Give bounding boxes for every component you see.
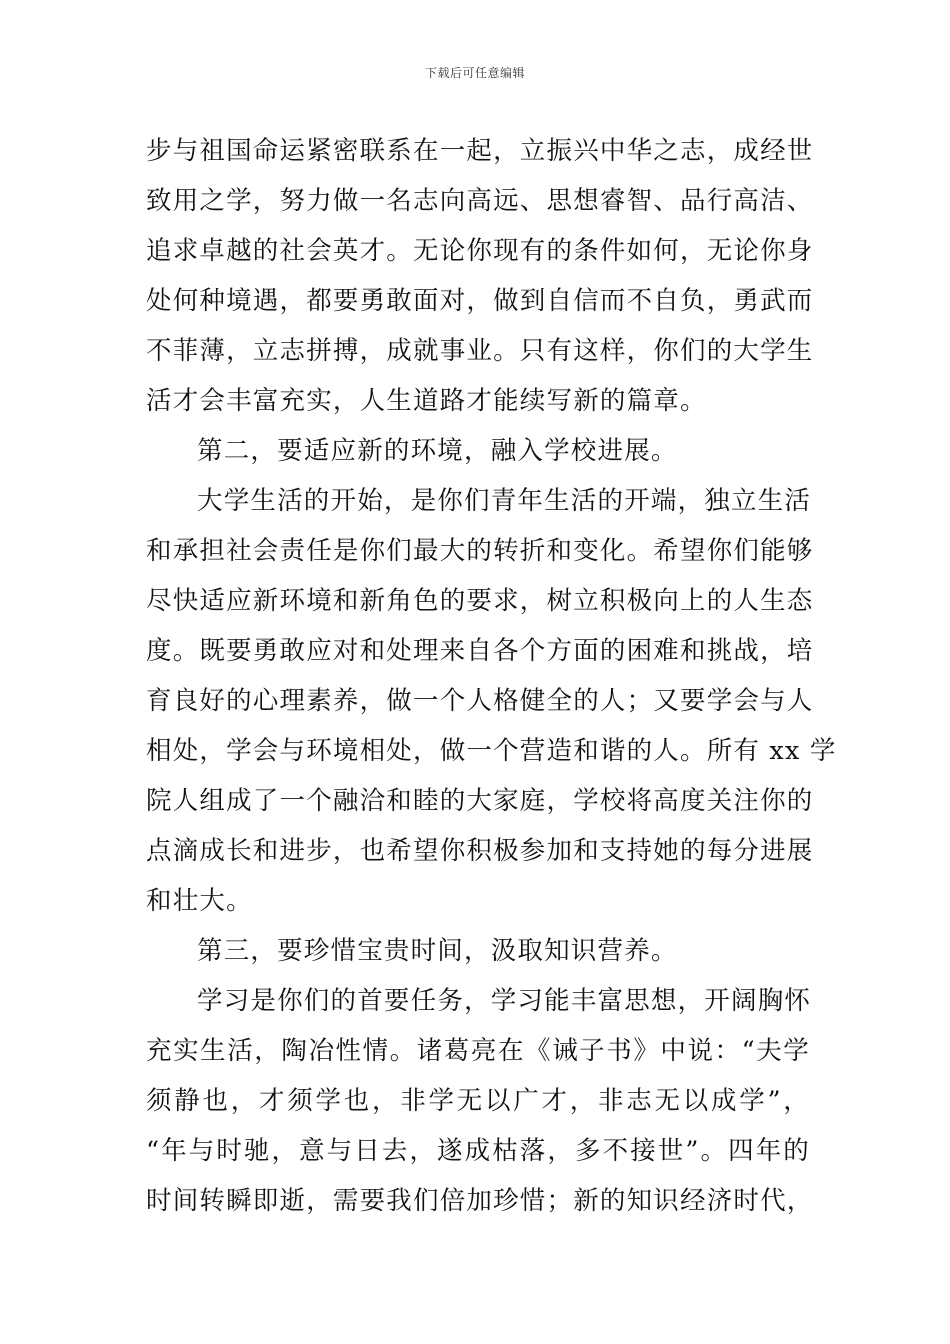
section-heading: 第二，要适应新的环境，融入学校进展。 bbox=[197, 436, 678, 466]
text-line: 点滴成长和进步，也希望你积极参加和支持她的每分进展 bbox=[146, 836, 814, 866]
text-line: 度。既要勇敢应对和处理来自各个方面的困难和挑战，培 bbox=[146, 636, 814, 666]
text-line: 大学生活的开始，是你们青年生活的开端，独立生活 bbox=[197, 486, 812, 516]
text-line: 致用之学，努力做一名志向高远、思想睿智、品行高洁、 bbox=[146, 186, 814, 216]
text-line: 活才会丰富充实，人生道路才能续写新的篇章。 bbox=[146, 386, 707, 416]
section-heading: 第三，要珍惜宝贵时间，汲取知识营养。 bbox=[197, 936, 678, 966]
text-line: 时间转瞬即逝，需要我们倍加珍惜；新的知识经济时代， bbox=[146, 1186, 814, 1216]
text-line: 追求卓越的社会英才。无论你现有的条件如何，无论你身 bbox=[146, 236, 814, 266]
text-line: 不菲薄，立志拼搏，成就事业。只有这样，你们的大学生 bbox=[146, 336, 814, 366]
text-line: 院人组成了一个融洽和睦的大家庭，学校将高度关注你的 bbox=[146, 786, 814, 816]
text-line: 学习是你们的首要任务，学习能丰富思想，开阔胸怀 bbox=[197, 986, 812, 1016]
text-line: 相处，学会与环境相处，做一个营造和谐的人。所有 xx 学 bbox=[146, 736, 837, 766]
page-header: 下载后可任意编辑 bbox=[424, 66, 525, 80]
body-text bbox=[146, 126, 837, 1226]
text-line: 育良好的心理素养，做一个人格健全的人；又要学会与人 bbox=[146, 686, 814, 716]
text-line: 步与祖国命运紧密联系在一起，立振兴中华之志，成经世 bbox=[146, 136, 814, 166]
text-line: 须静也，才须学也，非学无以广才，非志无以成学”， bbox=[146, 1086, 810, 1116]
text-line: 充实生活，陶冶性情。诸葛亮在《诫子书》中说：“夫学 bbox=[146, 1036, 810, 1066]
text-line: “年与时驰，意与日去，遂成枯落，多不接世”。四年的 bbox=[146, 1136, 810, 1166]
text-line: 和承担社会责任是你们最大的转折和变化。希望你们能够 bbox=[146, 536, 814, 566]
text-line: 处何种境遇，都要勇敢面对，做到自信而不自负，勇武而 bbox=[146, 286, 814, 316]
text-line: 和壮大。 bbox=[146, 886, 253, 916]
text-line: 尽快适应新环境和新角色的要求，树立积极向上的人生态 bbox=[146, 586, 814, 616]
